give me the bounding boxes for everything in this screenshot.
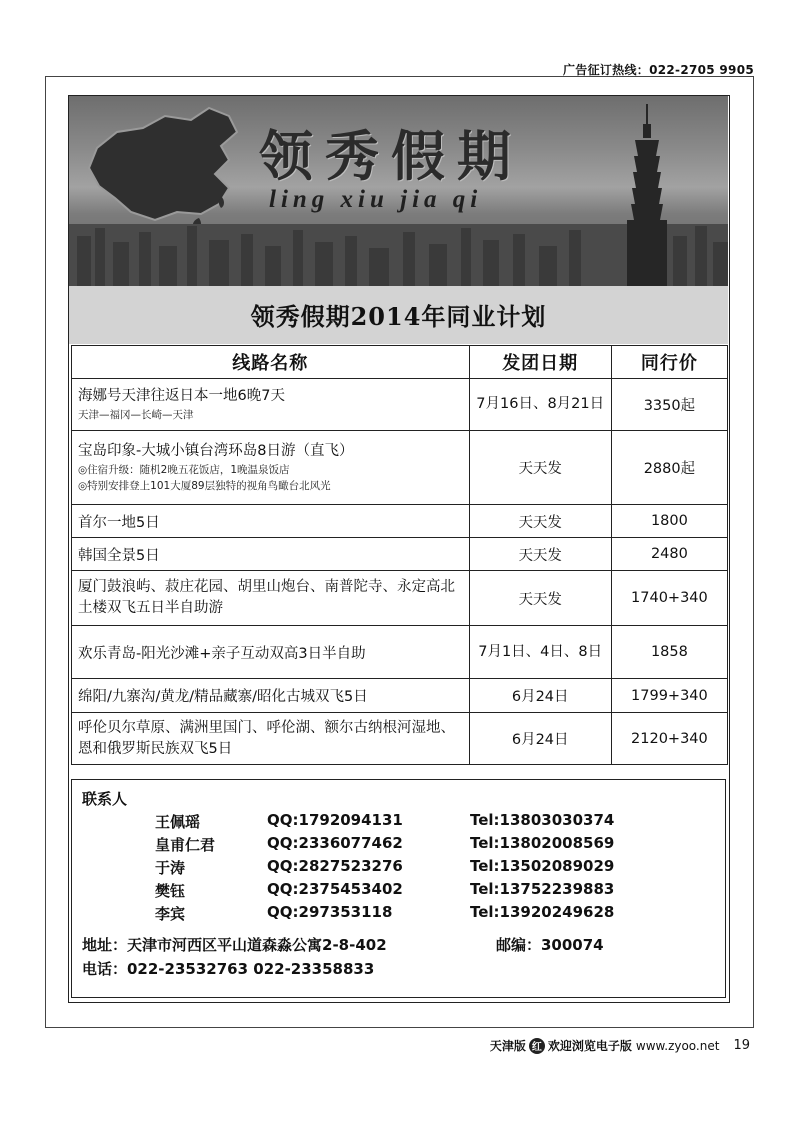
contact-name: 李宾 (155, 905, 186, 923)
route-date: 天天发 (469, 571, 611, 626)
route-name: 呼伦贝尔草原、满洲里国门、呼伦湖、额尔古纳根河湿地、恩和俄罗斯民族双飞5日 (72, 713, 470, 765)
contact-row (72, 832, 725, 855)
brand-name-chinese: 领秀假期 (259, 124, 523, 188)
contact-qq: QQ:297353118 (267, 903, 393, 921)
contact-tel: Tel:13752239883 (470, 880, 615, 898)
table-row (72, 713, 728, 765)
table-row (72, 505, 728, 538)
route-table (71, 345, 728, 765)
phone-numbers: 电话：022-23532763 022-23358833 (82, 960, 375, 978)
china-map-silhouette (89, 108, 237, 228)
contact-name: 樊钰 (155, 882, 186, 900)
route-price: 1858 (611, 626, 727, 679)
edition-label: 天津版 (489, 1039, 526, 1053)
route-name: 首尔一地5日 (72, 505, 470, 538)
contact-row (72, 878, 725, 901)
route-name: 宝岛印象-大城小镇台湾环岛8日游（直飞） (78, 443, 354, 459)
banner-image (69, 96, 728, 286)
header-departure-date: 发团日期 (469, 346, 611, 379)
website-link[interactable]: www.zyoo.net (635, 1038, 720, 1053)
contact-qq: QQ:1792094131 (267, 811, 403, 829)
route-price: 3350起 (611, 379, 727, 431)
route-price: 2480 (611, 538, 727, 571)
contact-tel: Tel:13502089029 (470, 857, 615, 875)
postcode: 邮编：300074 (496, 936, 604, 954)
route-price: 1799+340 (611, 679, 727, 713)
page-footer (490, 1037, 750, 1054)
route-name: 韩国全景5日 (72, 538, 470, 571)
contact-row (72, 809, 725, 832)
route-date: 6月24日 (469, 713, 611, 765)
header-route-name: 线路名称 (72, 346, 470, 379)
route-date: 7月16日、8月21日 (469, 379, 611, 431)
route-date: 天天发 (469, 505, 611, 538)
route-name: 绵阳/九寨沟/黄龙/精品藏寨/昭化古城双飞5日 (72, 679, 470, 713)
table-row (72, 431, 728, 505)
table-row (72, 679, 728, 713)
route-date: 天天发 (469, 431, 611, 505)
contact-tel: Tel:13802008569 (470, 834, 615, 852)
table-row (72, 571, 728, 626)
route-price: 1740+340 (611, 571, 727, 626)
route-cell (72, 379, 470, 431)
contact-tel: Tel:13803030374 (470, 811, 615, 829)
header-price: 同行价 (611, 346, 727, 379)
taipei-101-tower (627, 104, 667, 286)
route-price: 2120+340 (611, 713, 727, 765)
plan-title: 领秀假期2014年同业计划 (69, 286, 728, 344)
brand-name-pinyin: ling xiu jia qi (269, 186, 483, 213)
contacts-box (71, 779, 726, 998)
route-detail: ◎住宿升级：随机2晚五花饭店，1晚温泉饭店 (78, 464, 290, 476)
contact-name: 于涛 (155, 859, 186, 877)
address: 地址：天津市河西区平山道森淼公寓2-8-402 (82, 936, 387, 954)
table-row (72, 626, 728, 679)
route-price: 1800 (611, 505, 727, 538)
contact-row (72, 901, 725, 924)
route-name: 海娜号天津往返日本一地6晚7天 (78, 388, 285, 404)
table-row (72, 379, 728, 431)
contact-name: 王佩瑶 (155, 813, 201, 831)
route-date: 天天发 (469, 538, 611, 571)
contacts-label: 联系人 (82, 790, 128, 808)
contact-row (72, 855, 725, 878)
contact-qq: QQ:2336077462 (267, 834, 403, 852)
route-name: 厦门鼓浪屿、菽庄花园、胡里山炮台、南普陀寺、永定高北土楼双飞五日半自助游 (72, 571, 470, 626)
contacts-list (72, 809, 725, 924)
route-detail: ◎特别安排登上101大厦89层独特的视角鸟瞰台北风光 (78, 480, 331, 492)
advertisement (68, 95, 730, 1003)
contact-tel: Tel:13920249628 (470, 903, 615, 921)
route-detail: 天津—福冈—长崎—天津 (78, 409, 194, 421)
publication-logo-icon: 红 (529, 1038, 545, 1054)
route-date: 7月1日、4日、8日 (469, 626, 611, 679)
route-name: 欢乐青岛-阳光沙滩+亲子互动双高3日半自助 (72, 626, 470, 679)
page-number: 19 (733, 1038, 750, 1053)
route-price: 2880起 (611, 431, 727, 505)
route-date: 6月24日 (469, 679, 611, 713)
welcome-text: 欢迎浏览电子版 (547, 1039, 632, 1053)
table-header-row (72, 346, 728, 379)
contact-qq: QQ:2827523276 (267, 857, 403, 875)
ad-hotline: 广告征订热线：022-2705 9905 (562, 63, 754, 77)
contact-qq: QQ:2375453402 (267, 880, 403, 898)
table-row (72, 538, 728, 571)
route-cell (72, 431, 470, 505)
contact-name: 皇甫仁君 (155, 836, 216, 854)
